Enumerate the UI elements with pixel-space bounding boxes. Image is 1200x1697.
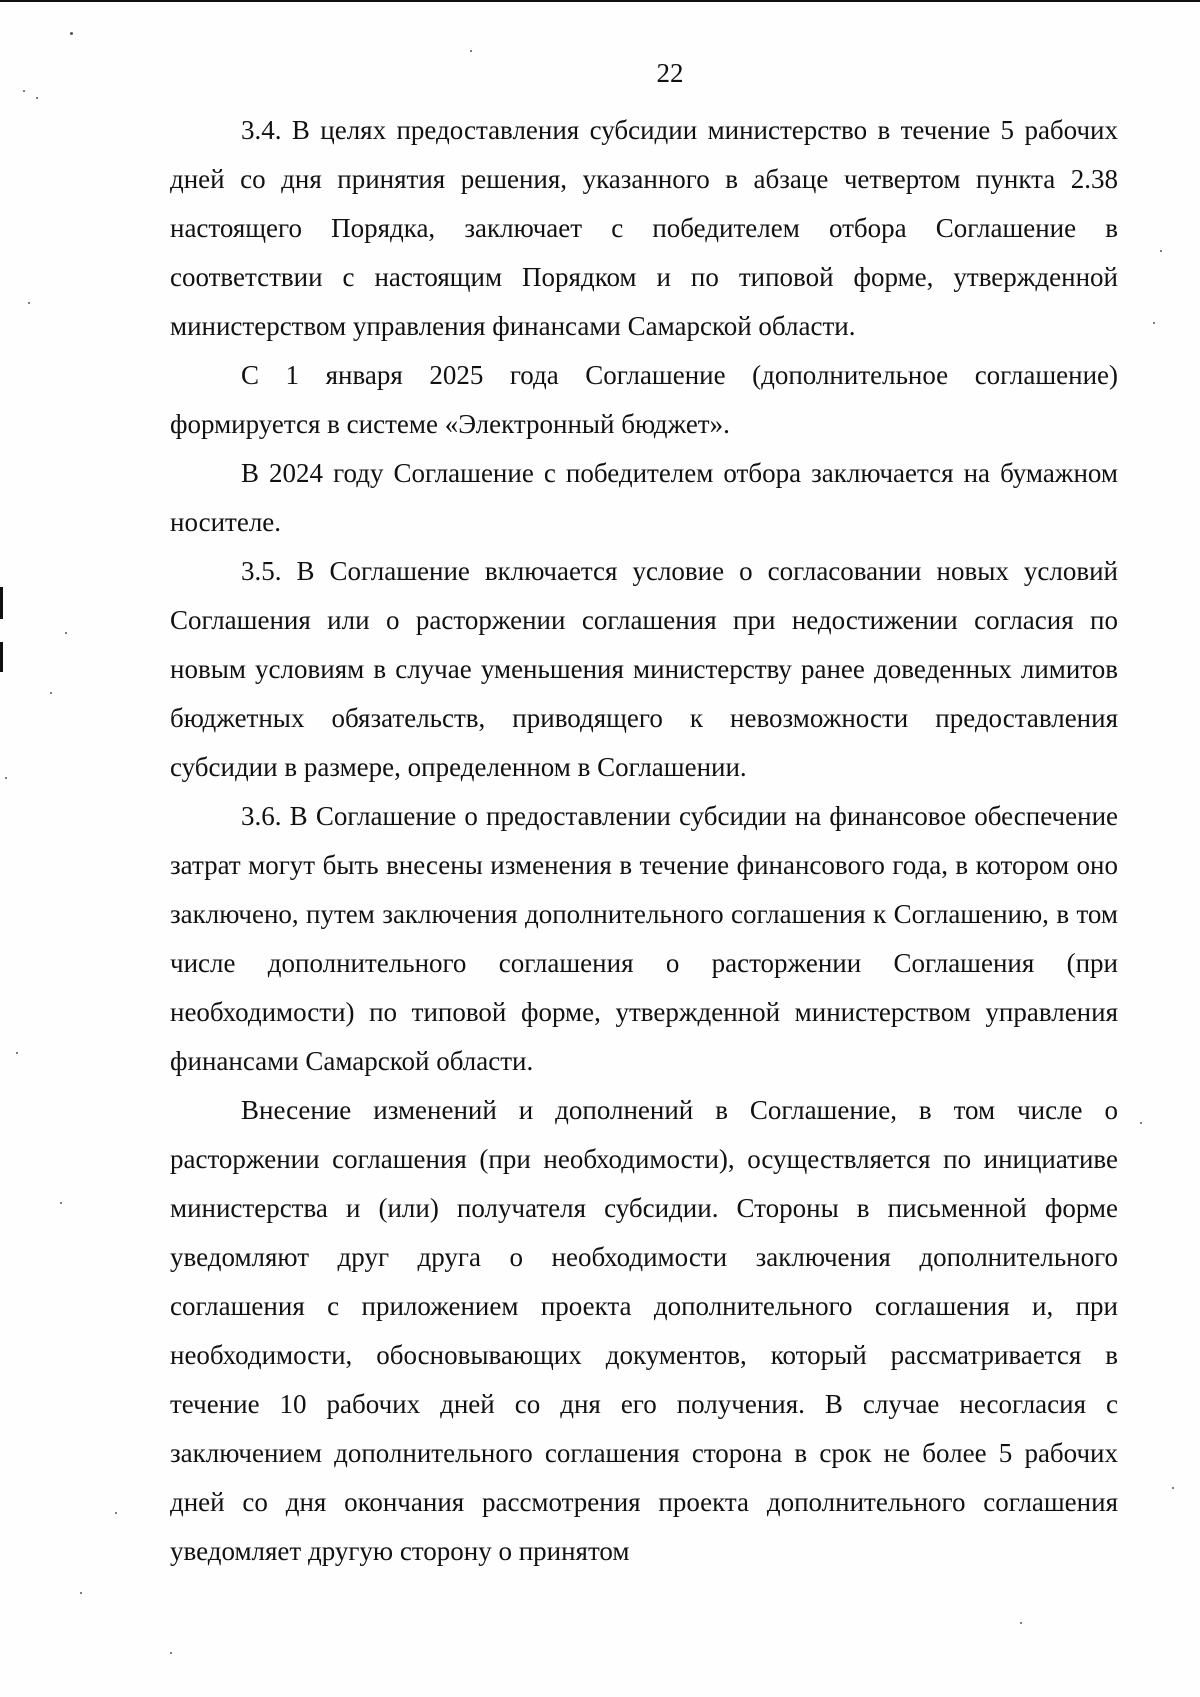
scan-speck: [5, 777, 7, 779]
scan-speck: [23, 90, 25, 92]
scan-speck: [170, 1652, 172, 1654]
paragraph-3-6: 3.6. В Соглашение о предоставлении субсидии на финансовое обеспечение затрат могут быть внесены изменения в течение финансового года, в котором оно заключено, путем заключения дополнительного соглашения к Соглашению, в том числе дополнительного соглашения о расторжении Соглашения (при необходимости) по типовой форме, утвержденной министерством управления финансами Самарской области.: [170, 801, 1118, 1076]
scan-speck: [1160, 250, 1162, 252]
scan-speck: [65, 632, 67, 634]
scan-speck: [115, 1512, 117, 1514]
scan-speck: [60, 1202, 62, 1204]
scan-speck: [28, 302, 30, 304]
scan-speck: [1020, 1622, 1022, 1624]
scan-edge-mark: [0, 587, 3, 619]
paragraph-paper-medium: В 2024 году Соглашение с победителем отбора заключается на бумажном носителе.: [170, 458, 1118, 537]
document-body: [170, 106, 1118, 1576]
paragraph-3-4: 3.4. В целях предоставления субсидии министерство в течение 5 рабочих дней со дня принятия решения, указанного в абзаце четвертом пункта 2.38 настоящего Порядка, заключает с победителем отбора Соглашение в соответствии с настоящим Порядком и по типовой форме, утвержденной министерством управления финансами Самарской области.: [170, 115, 1118, 341]
paragraph-electronic-budget: С 1 января 2025 года Соглашение (дополнительное соглашение) формируется в системе «Электронный бюджет».: [170, 360, 1118, 439]
scan-speck: [1140, 1122, 1142, 1124]
scan-edge-mark: [0, 642, 3, 672]
scan-speck: [1172, 1487, 1174, 1489]
scan-speck: [16, 1052, 18, 1054]
scan-speck: [50, 692, 52, 694]
paragraph-amendments: Внесение изменений и дополнений в Соглашение, в том числе о расторжении соглашения (при необходимости), осуществляется по инициативе министерства и (или) получателя субсидии. Стороны в письменной форме уведомляют друг друга о необходимости заключения дополнительного соглашения с приложением проекта дополнительного соглашения и, при необходимости, обосновывающих документов, который рассматривается в течение 10 рабочих дней со дня его получения. В случае несогласия с заключением дополнительного соглашения сторона в срок не более 5 рабочих дней со дня окончания рассмотрения проекта дополнительного соглашения уведомляет другую сторону о принятом: [170, 1095, 1118, 1566]
scan-speck: [470, 50, 472, 52]
scan-speck: [80, 1592, 82, 1594]
page-number: 22: [656, 58, 684, 88]
scan-speck: [36, 97, 38, 99]
scan-speck: [1153, 322, 1155, 324]
paragraph-3-5: 3.5. В Соглашение включается условие о согласовании новых условий Соглашения или о расторжении соглашения при недостижении согласия по новым условиям в случае уменьшения министерству ранее доведенных лимитов бюджетных обязательств, приводящего к невозможности предоставления субсидии в размере, определенном в Соглашении.: [170, 556, 1118, 782]
scan-speck: [70, 32, 73, 35]
